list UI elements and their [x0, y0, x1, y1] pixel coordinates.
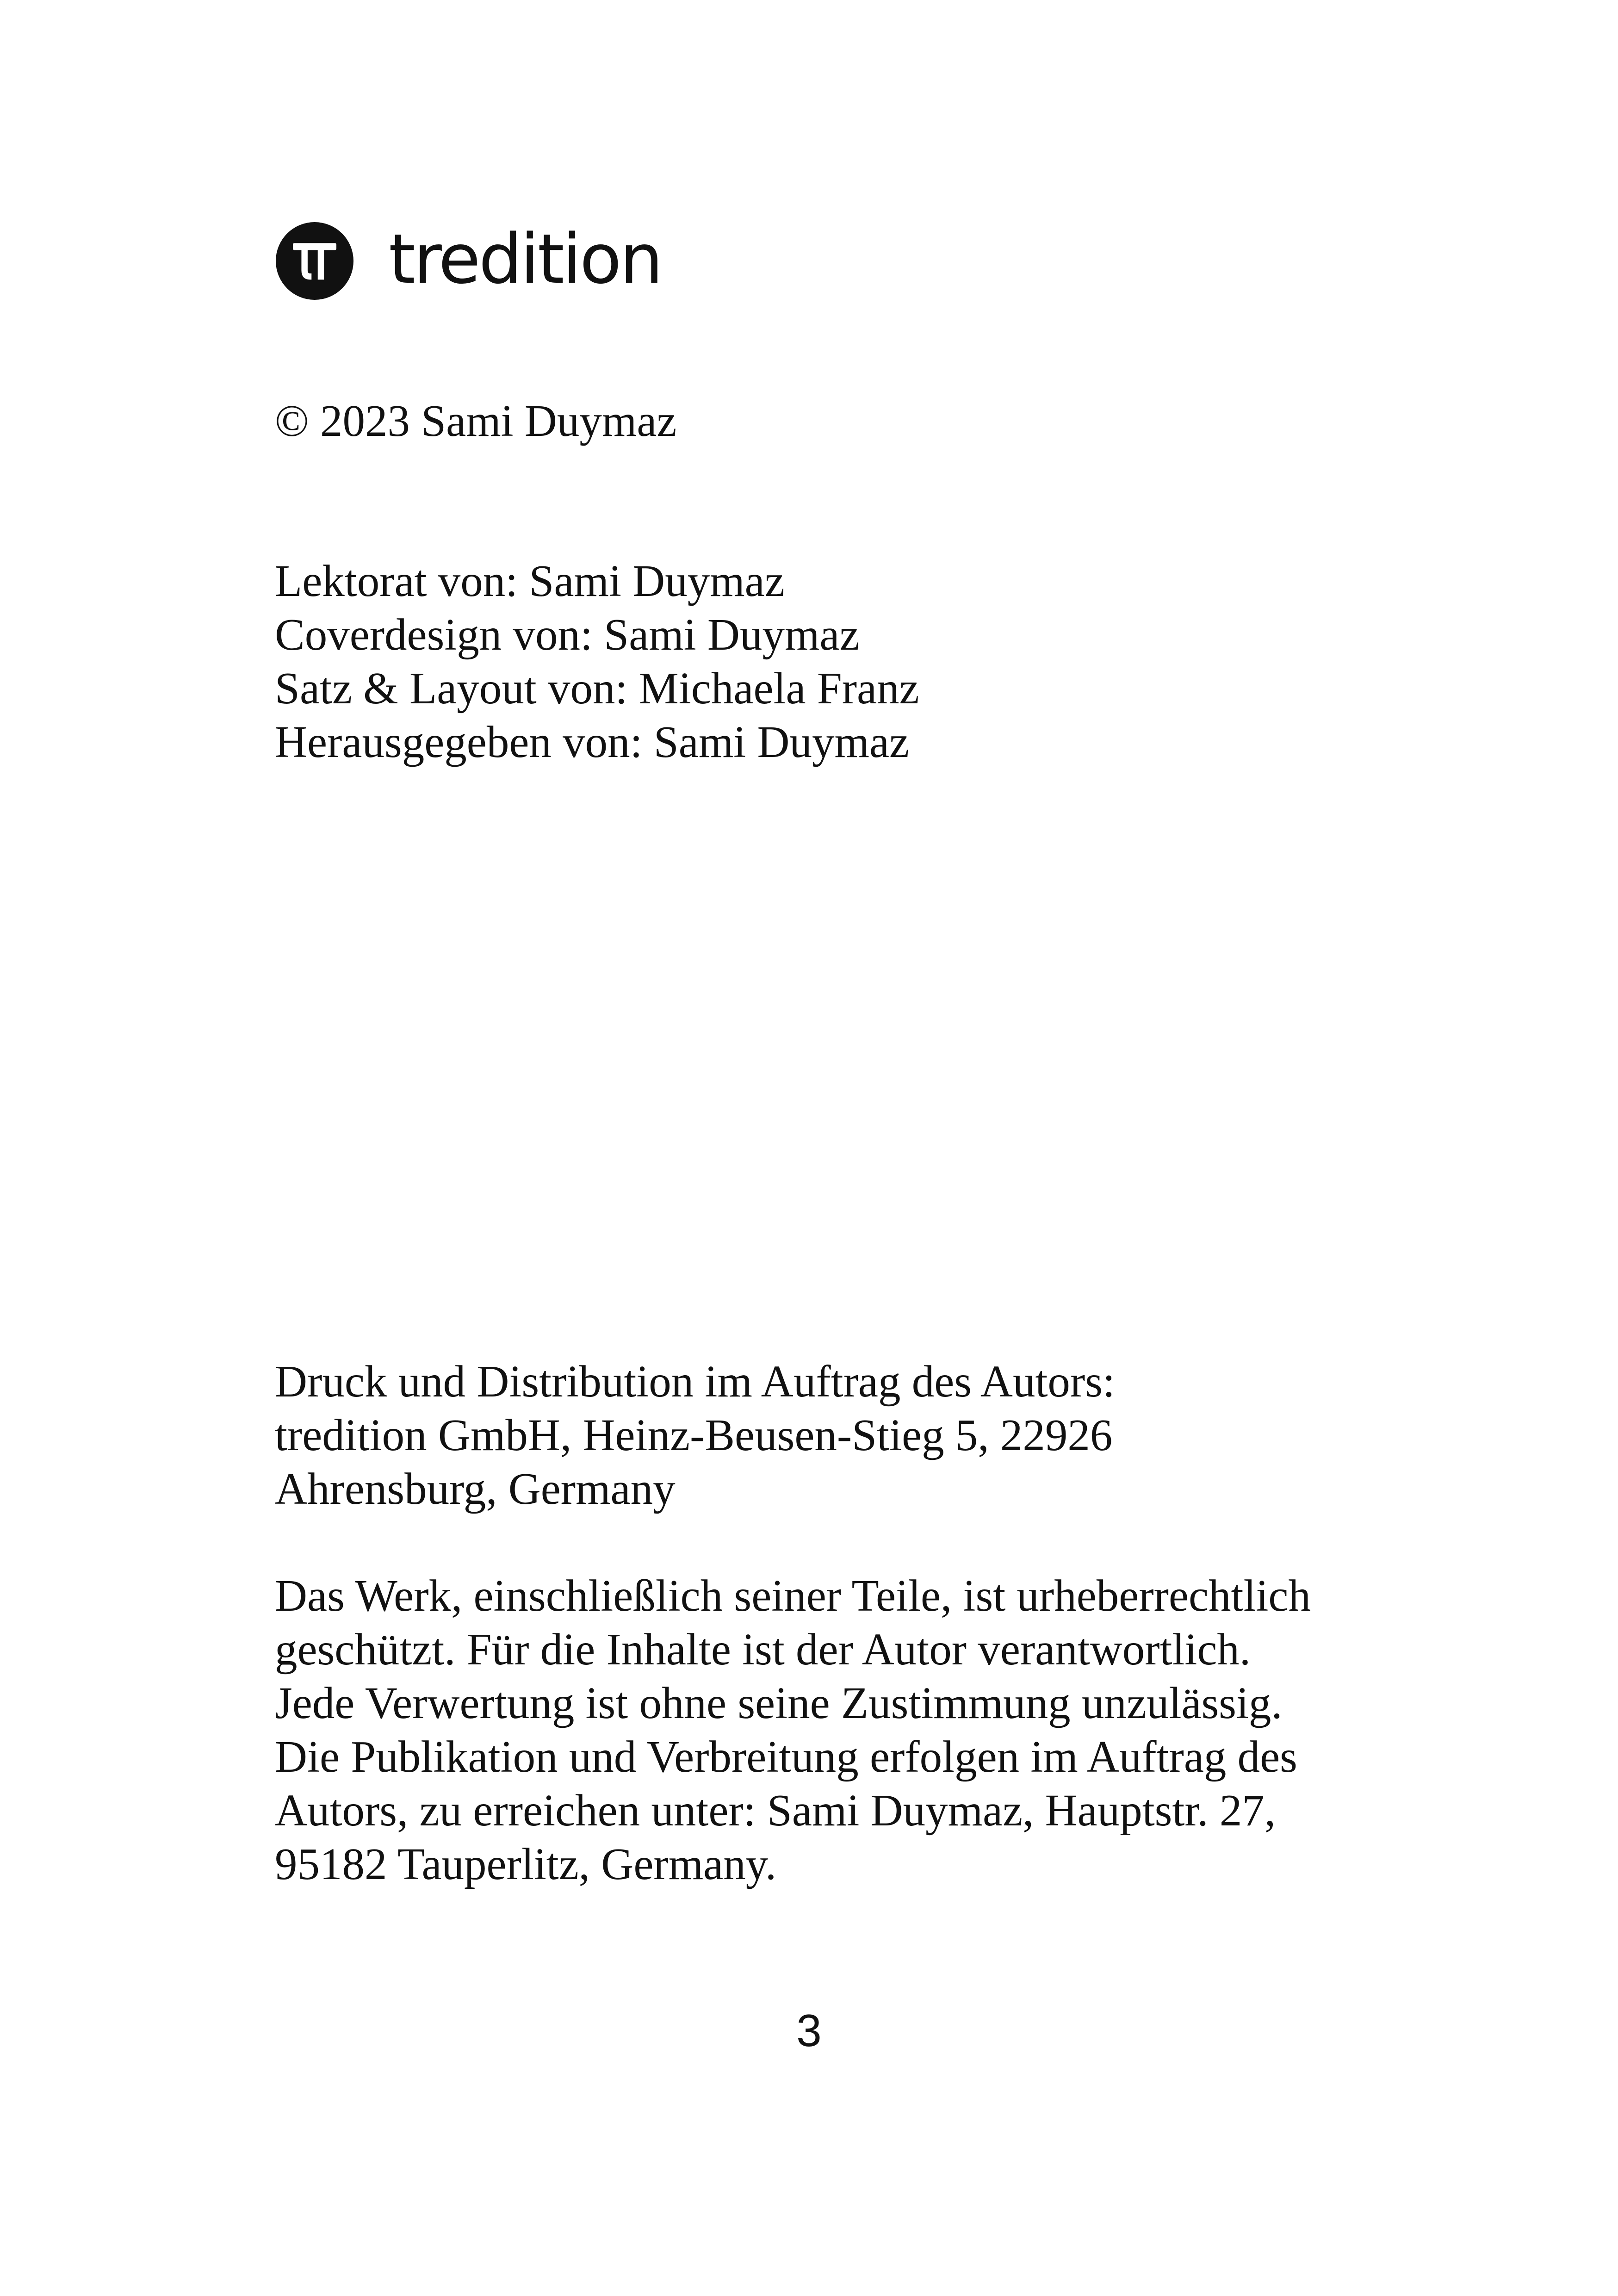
legal-line: Das Werk, einschließlich seiner Teile, ist urheberrechtlich: [275, 1571, 1311, 1620]
page-number: 3: [796, 2005, 822, 2056]
credits-block: [275, 554, 919, 769]
publisher-logo: [276, 219, 661, 303]
credit-line-typesetting: Satz & Layout von: Michaela Franz: [275, 664, 919, 713]
distribution-line: Ahrensburg, Germany: [275, 1464, 676, 1514]
legal-line: Jede Verwertung ist ohne seine Zustimmung unzulässig.: [275, 1678, 1283, 1728]
legal-line: 95182 Tauperlitz, Germany.: [275, 1839, 777, 1889]
credit-line-publisher: Herausgegeben von: Sami Duymaz: [275, 717, 910, 767]
legal-line: Autors, zu erreichen unter: Sami Duymaz, Hauptstr. 27,: [275, 1786, 1276, 1835]
credit-line-cover-design: Coverdesign von: Sami Duymaz: [275, 610, 860, 659]
tredition-t-mark-icon: [276, 222, 353, 300]
credit-line-editing: Lektorat von: Sami Duymaz: [275, 556, 785, 606]
publisher-wordmark: tredition: [389, 219, 662, 299]
copyright-line: © 2023 Sami Duymaz: [275, 396, 677, 446]
legal-line: geschützt. Für die Inhalte ist der Autor verantwortlich.: [275, 1625, 1251, 1674]
legal-line: Die Publikation und Verbreitung erfolgen im Auftrag des: [275, 1732, 1297, 1781]
distribution-line: tredition GmbH, Heinz-Beusen-Stieg 5, 22926: [275, 1410, 1113, 1460]
distribution-line: Druck und Distribution im Auftrag des Autors:: [275, 1357, 1115, 1406]
legal-notice-block: [275, 1569, 1311, 1891]
distribution-block: [275, 1355, 1115, 1516]
